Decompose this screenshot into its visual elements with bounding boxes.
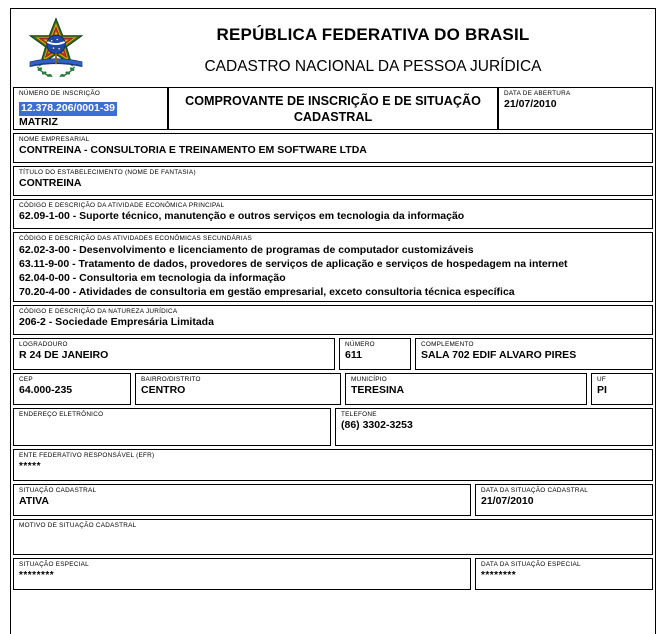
field-label: BAIRRO/DISTRITO xyxy=(141,376,201,383)
field-motivo-situacao-cadastral xyxy=(13,519,653,555)
row-motivo-situacao xyxy=(13,519,653,555)
field-value: 64.000-235 xyxy=(19,384,73,396)
field-value: ***** xyxy=(19,461,41,472)
field-value: 611 xyxy=(345,349,362,361)
row-situacao-cadastral xyxy=(13,484,653,516)
field-situacao-cadastral xyxy=(13,484,471,516)
field-bairro-distrito xyxy=(135,373,341,405)
field-atividades-secundarias xyxy=(13,232,653,302)
cnpj-selected-text[interactable]: 12.378.206/0001-39 xyxy=(21,102,116,114)
field-data-situacao-cadastral xyxy=(475,484,653,516)
row-contato xyxy=(13,408,653,446)
row-atividades-secundarias xyxy=(13,232,653,302)
field-label: TELEFONE xyxy=(341,411,377,418)
field-label: NOME EMPRESARIAL xyxy=(19,136,90,143)
field-value: SALA 702 EDIF ALVARO PIRES xyxy=(421,349,577,361)
row-nome-empresarial xyxy=(13,133,653,163)
field-value: CONTREINA - CONSULTORIA E TREINAMENTO EM SOFTWARE LTDA xyxy=(19,144,367,156)
field-label: NÚMERO xyxy=(345,341,375,348)
field-logradouro xyxy=(13,338,335,370)
field-value xyxy=(19,530,648,543)
status-badge: ATIVA xyxy=(19,495,49,507)
field-value: PI xyxy=(597,384,607,396)
field-label: TÍTULO DO ESTABELECIMENTO (NOME DE FANTASIA) xyxy=(19,169,196,176)
document-header xyxy=(11,9,655,87)
field-label: ENDEREÇO ELETRÔNICO xyxy=(19,411,104,418)
field-value: R 24 DE JANEIRO xyxy=(19,349,109,361)
row-atividade-principal xyxy=(13,199,653,229)
row-situacao-especial xyxy=(13,558,653,590)
field-label: LOGRADOURO xyxy=(19,341,68,348)
cnpj-value-wrapper xyxy=(19,98,163,116)
field-ente-federativo-responsavel xyxy=(13,449,653,481)
field-uf xyxy=(591,373,653,405)
field-label: MUNICÍPIO xyxy=(351,376,387,383)
field-value: 21/07/2010 xyxy=(481,495,534,507)
field-label: SITUAÇÃO CADASTRAL xyxy=(19,487,97,494)
field-label: NÚMERO DE INSCRIÇÃO xyxy=(19,90,101,97)
row-endereco-logradouro xyxy=(13,338,653,370)
field-situacao-especial xyxy=(13,558,471,590)
field-numero-inscricao xyxy=(13,87,168,130)
field-data-abertura xyxy=(498,87,653,130)
identification-row xyxy=(13,87,653,130)
row-endereco-localidade xyxy=(13,373,653,405)
document-frame xyxy=(10,8,656,634)
atividade-secundaria-item: 62.02-3-00 - Desenvolvimento e licenciamento de programas de computador customizáveis xyxy=(19,244,474,256)
field-value: ******** xyxy=(481,570,517,581)
row-titulo-estabelecimento xyxy=(13,166,653,196)
field-value: ******** xyxy=(19,570,55,581)
field-label: DATA DE ABERTURA xyxy=(504,90,571,97)
field-value: 62.09-1-00 - Suporte técnico, manutenção e outros serviços em tecnologia da informação xyxy=(19,210,465,222)
field-label: CÓDIGO E DESCRIÇÃO DA ATIVIDADE ECONÔMICA PRINCIPAL xyxy=(19,202,225,209)
field-value xyxy=(19,419,326,432)
establishment-type: MATRIZ xyxy=(19,116,58,128)
field-cep xyxy=(13,373,131,405)
field-value: (86) 3302-3253 xyxy=(341,419,413,431)
field-value: TERESINA xyxy=(351,384,405,396)
document-title-text: COMPROVANTE DE INSCRIÇÃO E DE SITUAÇÃO CADASTRAL xyxy=(185,93,481,124)
row-natureza-juridica xyxy=(13,305,653,335)
field-numero xyxy=(339,338,411,370)
field-endereco-eletronico xyxy=(13,408,331,446)
field-complemento xyxy=(415,338,653,370)
field-label: CEP xyxy=(19,376,33,383)
page-subtitle: CADASTRO NACIONAL DA PESSOA JURÍDICA xyxy=(204,58,542,75)
row-efr xyxy=(13,449,653,481)
atividade-secundaria-item: 62.04-0-00 - Consultoria em tecnologia da informação xyxy=(19,272,286,284)
brazil-coat-of-arms-icon xyxy=(25,17,87,83)
field-value: 21/07/2010 xyxy=(504,98,557,110)
atividade-secundaria-item: 63.11-9-00 - Tratamento de dados, provedores de serviços de aplicação e serviços de hospedagem na internet xyxy=(19,258,568,270)
field-nome-empresarial xyxy=(13,133,653,163)
field-label: CÓDIGO E DESCRIÇÃO DAS ATIVIDADES ECONÔMICAS SECUNDÁRIAS xyxy=(19,235,252,242)
field-value: 206-2 - Sociedade Empresária Limitada xyxy=(19,316,214,328)
field-document-title xyxy=(168,87,498,130)
atividade-secundaria-item: 70.20-4-00 - Atividades de consultoria em gestão empresarial, exceto consultoria técnica específica xyxy=(19,286,515,298)
field-label: DATA DA SITUAÇÃO CADASTRAL xyxy=(481,487,589,494)
field-label: MOTIVO DE SITUAÇÃO CADASTRAL xyxy=(19,522,137,529)
field-value: CONTREINA xyxy=(19,177,82,189)
field-natureza-juridica xyxy=(13,305,653,335)
field-label: SITUAÇÃO ESPECIAL xyxy=(19,561,89,568)
field-data-situacao-especial xyxy=(475,558,653,590)
field-value: CENTRO xyxy=(141,384,186,396)
page-title: REPÚBLICA FEDERATIVA DO BRASIL xyxy=(216,25,530,44)
field-municipio xyxy=(345,373,587,405)
field-label: CÓDIGO E DESCRIÇÃO DA NATUREZA JURÍDICA xyxy=(19,308,178,315)
field-label: COMPLEMENTO xyxy=(421,341,474,348)
field-label: DATA DA SITUAÇÃO ESPECIAL xyxy=(481,561,581,568)
field-label: UF xyxy=(597,376,607,383)
field-label: ENTE FEDERATIVO RESPONSÁVEL (EFR) xyxy=(19,452,155,459)
field-telefone xyxy=(335,408,653,446)
header-titles xyxy=(97,9,649,76)
field-titulo-estabelecimento xyxy=(13,166,653,196)
field-atividade-principal xyxy=(13,199,653,229)
